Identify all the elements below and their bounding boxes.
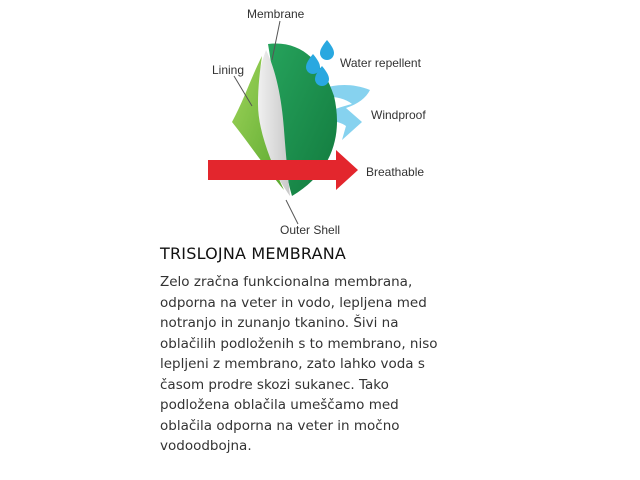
feature-title: TRISLOJNA MEMBRANA: [160, 244, 347, 263]
description-line: odporna na veter in vodo, lepljena med: [160, 294, 427, 311]
membrane-label: Membrane: [247, 7, 305, 21]
description-line: notranjo in zunanjo tkanino. Šivi na: [160, 315, 399, 331]
outer-shell-leader-line: [286, 200, 298, 224]
breathable-label: Breathable: [366, 165, 425, 179]
feature-description: [160, 272, 490, 457]
description-line: podložena oblačila umeščamo med: [160, 397, 399, 413]
description-line: Zelo zračna funkcionalna membrana,: [160, 274, 413, 290]
description-line: časom prodre skozi sukanec. Tako: [160, 376, 389, 393]
description-line: oblačilih podloženih s to membrano, niso: [160, 335, 438, 352]
lining-label: Lining: [212, 63, 245, 77]
outer-shell-label: Outer Shell: [280, 223, 341, 237]
water-repellent-label: Water repellent: [340, 56, 421, 70]
description-line: vodoodbojna.: [160, 438, 252, 454]
description-line: lepljeni z membrano, zato lahko voda s: [160, 356, 425, 372]
description-line: oblačila odporna na veter in močno: [160, 417, 400, 434]
windproof-label: Windproof: [371, 108, 426, 122]
